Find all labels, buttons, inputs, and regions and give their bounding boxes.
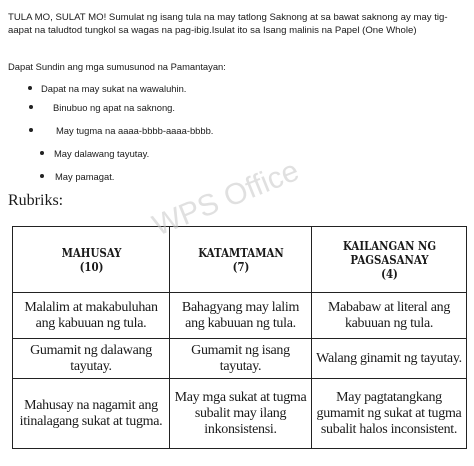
criteria-heading: Dapat Sundin ang mga sumusunod na Pamantayan: bbox=[8, 61, 226, 72]
table-cell: May pagtatangkang gumamit ng sukat at tugma subalit halos inconsistent. bbox=[312, 379, 467, 449]
bullet-icon bbox=[40, 174, 44, 178]
table-cell: Bahagyang may lalim ang kabuuan ng tula. bbox=[170, 293, 312, 339]
rubric-table bbox=[12, 226, 467, 449]
criteria-item bbox=[29, 125, 213, 136]
table-row bbox=[13, 339, 467, 379]
header-score: (10) bbox=[79, 259, 103, 274]
header-score: (7) bbox=[232, 259, 249, 274]
bullet-icon bbox=[29, 105, 33, 109]
rubric-header-row bbox=[13, 227, 467, 293]
header-title: KATAMTAMAN bbox=[197, 245, 284, 260]
criteria-item-text: May dalawang tayutay. bbox=[54, 148, 150, 159]
criteria-item bbox=[40, 148, 149, 159]
table-cell: Mahusay na nagamit ang itinalagang sukat at tugma. bbox=[13, 379, 170, 449]
watermark: WPS Office bbox=[148, 154, 304, 243]
header-kailangan bbox=[323, 227, 455, 293]
table-cell: Mababaw at literal ang kabuuan ng tula. bbox=[312, 293, 467, 339]
criteria-item bbox=[40, 171, 114, 182]
criteria-item-text: May tugma na aaaa-bbbb-aaaa-bbbb. bbox=[56, 125, 214, 136]
table-cell: Walang ginamit ng tayutay. bbox=[312, 339, 467, 379]
table-row bbox=[13, 293, 467, 339]
table-cell: Malalim at makabuluhan ang kabuuan ng tula. bbox=[13, 293, 170, 339]
table-cell: Gumamit ng isang tayutay. bbox=[170, 339, 312, 379]
table-cell: May mga sukat at tugma subalit may ilang inkonsistensi. bbox=[170, 379, 312, 449]
header-title: KAILANGAN NG PAGSASANAY bbox=[342, 238, 436, 267]
table-row bbox=[13, 379, 467, 449]
table-cell: Gumamit ng dalawang tayutay. bbox=[13, 339, 170, 379]
bullet-icon bbox=[28, 86, 32, 90]
rubriks-label: Rubriks: bbox=[8, 192, 64, 209]
criteria-item-text: Dapat na may sukat na wawaluhin. bbox=[41, 83, 187, 94]
bullet-icon bbox=[29, 128, 33, 132]
header-title: MAHUSAY bbox=[61, 245, 121, 260]
criteria-item bbox=[28, 83, 186, 94]
bullet-icon bbox=[40, 151, 44, 155]
header-score: (4) bbox=[380, 266, 398, 281]
header-mahusay bbox=[24, 227, 157, 293]
criteria-item-text: May pamagat. bbox=[55, 171, 115, 182]
header-katamtaman bbox=[180, 227, 301, 293]
criteria-item-text: Binubuo ng apat na saknong. bbox=[53, 102, 175, 113]
instructions-text: TULA MO, SULAT MO! Sumulat ng isang tula na may tatlong Saknong at sa bawat saknong ay may tig-aapat na taludtod tungkol sa wagas na pag-ibig.Isulat ito sa Isang malinis na Papel (One Whole) bbox=[8, 12, 448, 36]
criteria-item bbox=[29, 102, 175, 113]
